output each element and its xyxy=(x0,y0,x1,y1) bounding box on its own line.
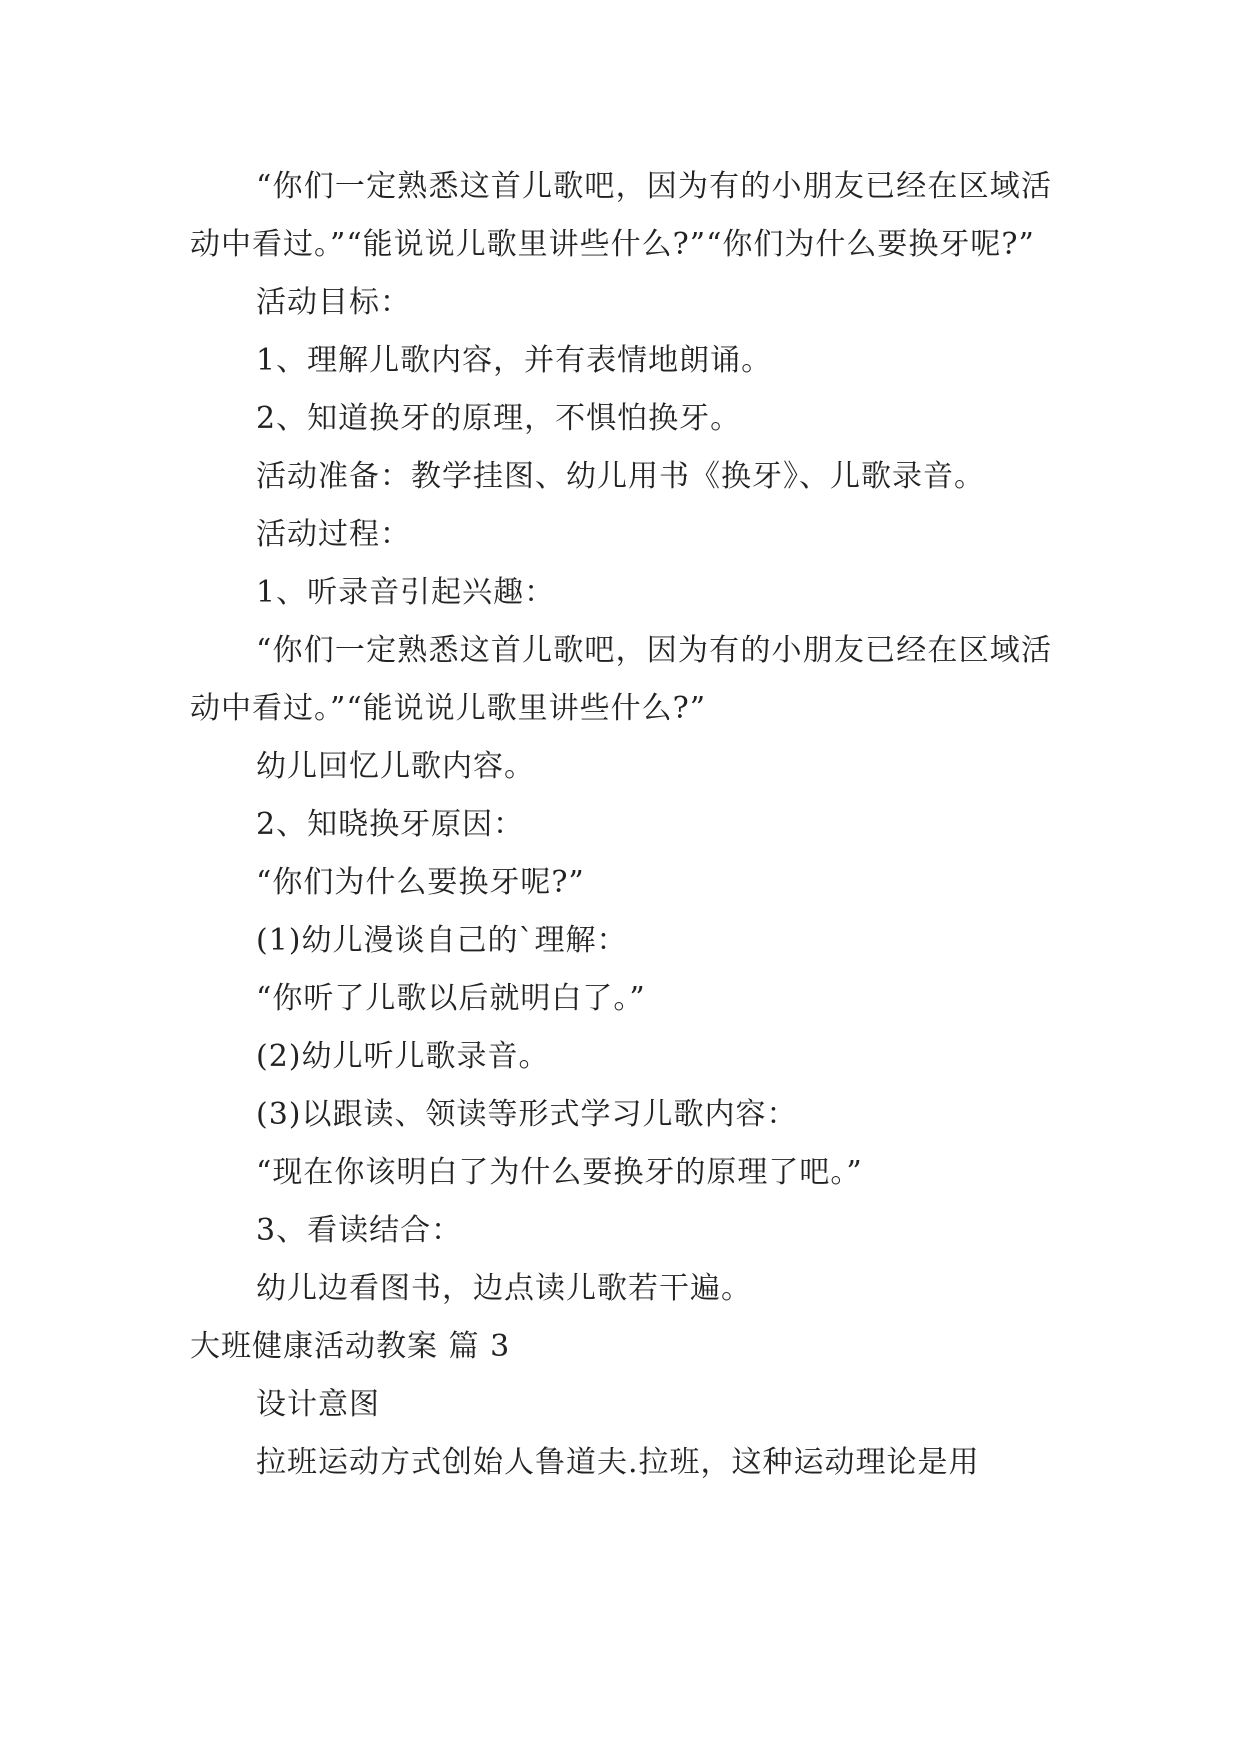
section-label-activity-goals: 活动目标： xyxy=(256,285,411,320)
section-heading: 大班健康活动教案 篇 3 xyxy=(190,1329,511,1364)
section-label-activity-process: 活动过程： xyxy=(256,517,411,552)
paragraph: “你们一定熟悉这首儿歌吧，因为有的小朋友已经在区域活动中看过。”“能说说儿歌里讲些什么?” xyxy=(190,633,1052,726)
paragraph: “现在你该明白了为什么要换牙的原理了吧。” xyxy=(256,1155,863,1190)
list-item: (3)以跟读、领读等形式学习儿歌内容： xyxy=(256,1097,798,1132)
list-item: 1、理解儿歌内容，并有表情地朗诵。 xyxy=(256,343,773,378)
list-item: 3、看读结合： xyxy=(256,1213,463,1248)
paragraph: “你们为什么要换牙呢?” xyxy=(256,865,585,900)
paragraph: 幼儿边看图书，边点读儿歌若干遍。 xyxy=(256,1271,752,1306)
paragraph: “你听了儿歌以后就明白了。” xyxy=(256,981,646,1016)
paragraph: “你们一定熟悉这首儿歌吧，因为有的小朋友已经在区域活动中看过。”“能说说儿歌里讲些什么?”“你们为什么要换牙呢?” xyxy=(190,169,1052,262)
document-body xyxy=(190,158,1052,1492)
paragraph: 拉班运动方式创始人鲁道夫.拉班，这种运动理论是用 xyxy=(256,1445,980,1480)
list-item: 2、知道换牙的原理，不惧怕换牙。 xyxy=(256,401,742,436)
paragraph: 活动准备：教学挂图、幼儿用书《换牙》、儿歌录音。 xyxy=(256,459,985,494)
list-item: (2)幼儿听儿歌录音。 xyxy=(256,1039,550,1074)
paragraph: 幼儿回忆儿歌内容。 xyxy=(256,749,535,784)
list-item: 1、听录音引起兴趣： xyxy=(256,575,556,610)
list-item: (1)幼儿漫谈自己的`理解： xyxy=(256,923,628,958)
paragraph: 设计意图 xyxy=(256,1387,380,1422)
list-item: 2、知晓换牙原因： xyxy=(256,807,525,842)
